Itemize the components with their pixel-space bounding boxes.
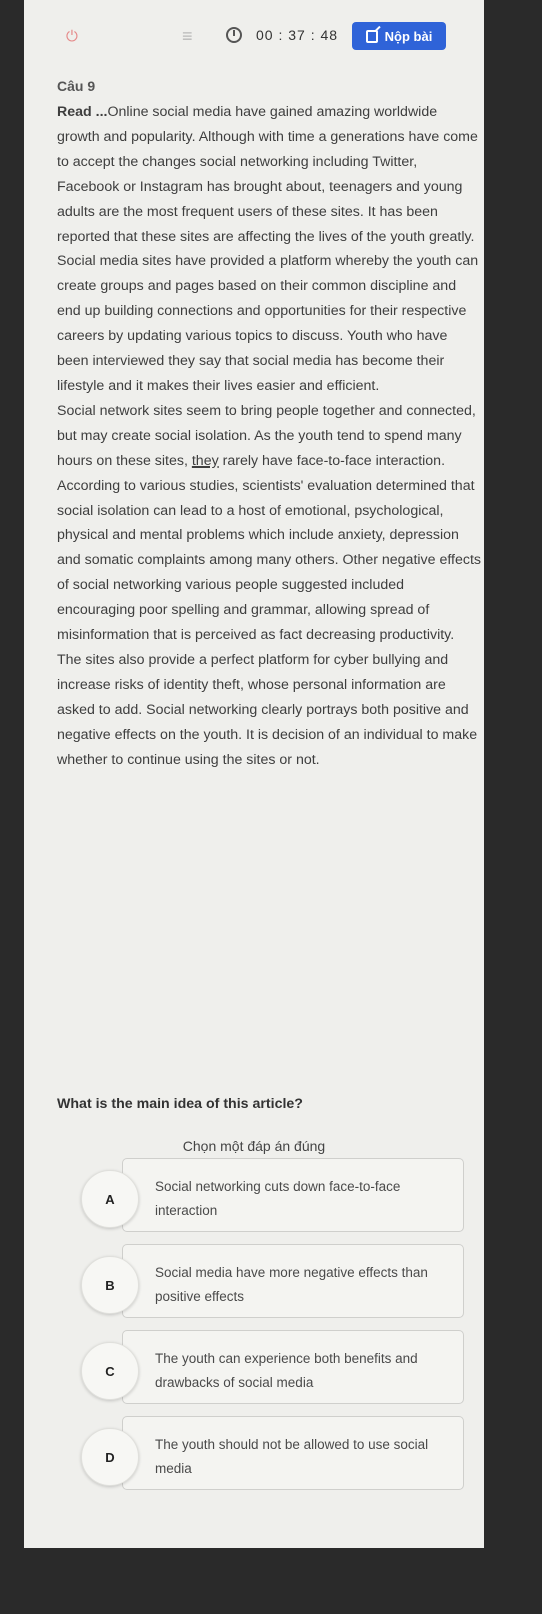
option-a-badge[interactable]: A bbox=[81, 1170, 139, 1228]
option-c-text: The youth can experience both benefits and drawbacks of social media bbox=[155, 1351, 418, 1390]
menu-icon[interactable]: ≡ bbox=[182, 26, 193, 46]
reading-passage bbox=[57, 100, 481, 772]
clock-icon bbox=[226, 27, 242, 43]
option-a[interactable] bbox=[122, 1158, 464, 1232]
option-a-text: Social networking cuts down face-to-face interaction bbox=[155, 1179, 401, 1218]
top-bar bbox=[24, 0, 484, 66]
option-b-text: Social media have more negative effects than positive effects bbox=[155, 1265, 428, 1304]
passage-paragraph-2: Social network sites seem to bring people together and connected, but may create social isolation. As the youth tend to spend many hours on these sites, they rarely have face-to-face interaction. According to various studies, scientists' evaluation determined that social isolation can lead to a host of emotional, psychological, physical and mental problems which include anxiety, depression and somatic complaints among many others. Other negative effects of social networking various people suggested included encouraging poor spelling and grammar, allowing spread of misinformation that is perceived as fact decreasing productivity. The sites also provide a perfect platform for cyber bullying and increase risks of identity theft, whose personal information are asked to add. Social networking clearly portrays both positive and negative effects on the youth. It is decision of an individual to make whether to continue using the sites or not. bbox=[57, 402, 482, 768]
quiz-screen bbox=[24, 0, 484, 1548]
submit-label: Nộp bài bbox=[384, 28, 433, 44]
power-icon[interactable]: ⏻ bbox=[66, 28, 78, 45]
option-d-badge[interactable]: D bbox=[81, 1428, 139, 1486]
question-prompt: What is the main idea of this article? bbox=[57, 1096, 303, 1112]
option-c[interactable] bbox=[122, 1330, 464, 1404]
submit-button[interactable] bbox=[352, 22, 446, 50]
question-number: Câu 9 bbox=[57, 78, 96, 94]
option-c-badge[interactable]: C bbox=[81, 1342, 139, 1400]
option-d[interactable] bbox=[122, 1416, 464, 1490]
passage-lead: Read ... bbox=[57, 104, 108, 120]
option-b[interactable] bbox=[122, 1244, 464, 1318]
answer-instruction: Chọn một đáp án đúng bbox=[182, 1138, 326, 1154]
underlined-word: they bbox=[191, 452, 219, 469]
timer: 00 : 37 : 48 bbox=[256, 27, 339, 43]
submit-icon bbox=[366, 30, 378, 43]
option-b-badge[interactable]: B bbox=[81, 1256, 139, 1314]
option-d-text: The youth should not be allowed to use social media bbox=[155, 1437, 429, 1476]
passage-paragraph-1: Read ...Online social media have gained amazing worldwide growth and popularity. Although with time a generations have come to accept the changes social networking including Twitter, Facebook or Instagram has brought about, teenagers and young adults are the most frequent users of these sites. It has been reported that these sites are affecting the lives of the youth greatly. Social media sites have provided a platform whereby the youth can create groups and pages based on their common discipline and end up building connections and opportunities for their respective careers by updating various topics to discuss. Youth who have been interviewed they say that social media has become their lifestyle and it makes their lives easier and efficient. bbox=[57, 104, 479, 394]
